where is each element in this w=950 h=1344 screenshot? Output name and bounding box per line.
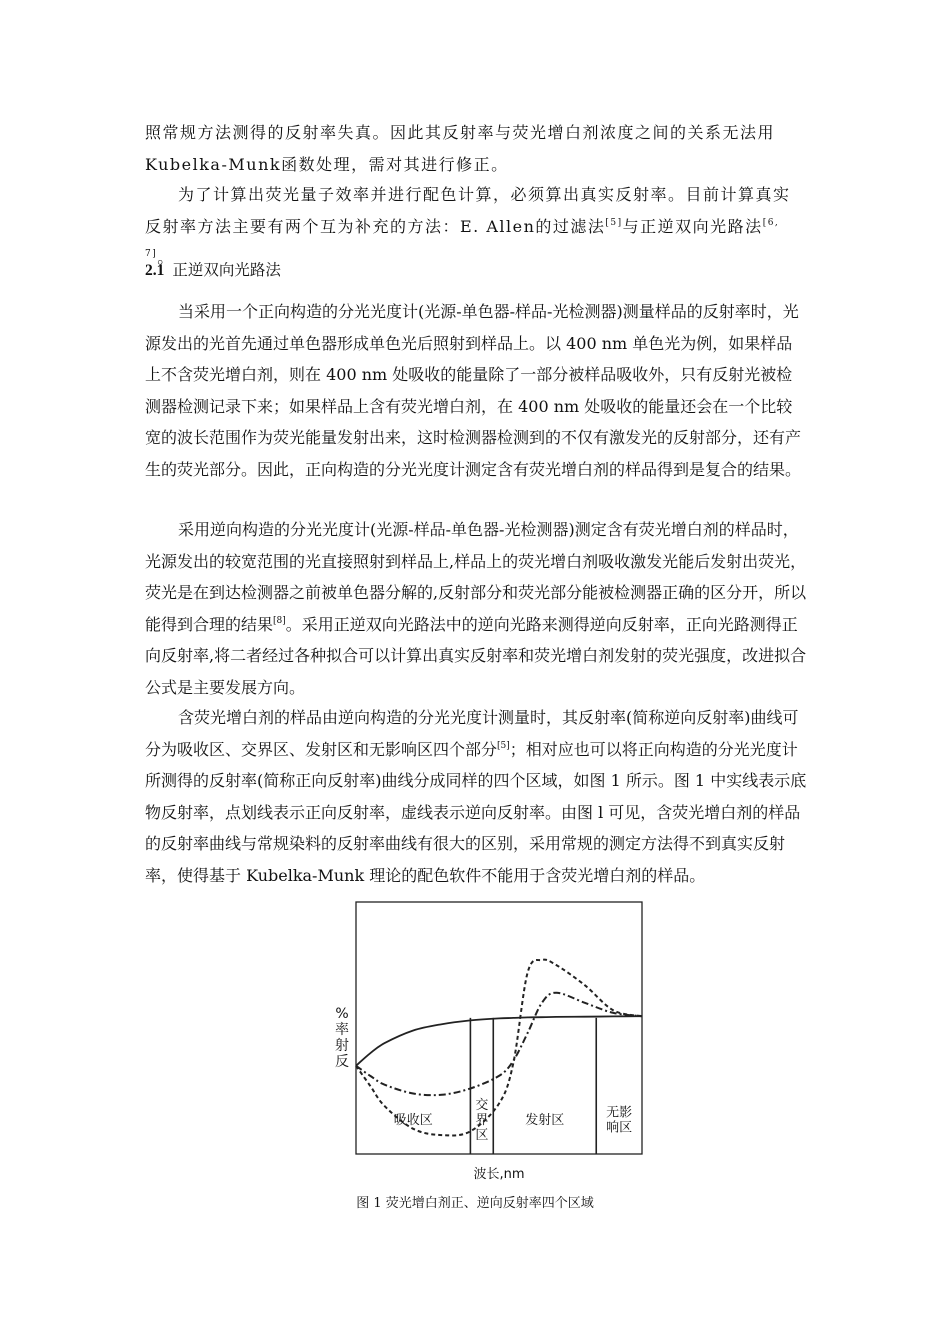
paragraph-1-line-2: Kubelka-Munk函数处理，需对其进行修正。 xyxy=(145,154,509,174)
zone-label: 无影 xyxy=(606,1105,633,1121)
series-line-solid xyxy=(356,1016,642,1066)
y-axis-label-char: % xyxy=(335,1006,349,1022)
paragraph-5-end: ；相对应也可以将正向构造的分光光度计所测得的反射率(简称正向反射率)曲线分成同样的四个区域，如图 1 所示。图 1 中实线表示底物反射率，点划线表示正向反射率，虚线表示逆向反射率。由图 l 可见，含荧光增白剂的样品的反射率曲线与常规染料的反射率曲线有很大的区别，采用常规的测定方法得不到真实反射率，使得基于 Kubelka-Munk 理论的配色软件不能用于含荧光增白剂的样品。 xyxy=(145,739,807,885)
section-heading xyxy=(145,258,281,280)
reflectance-chart xyxy=(330,896,660,1186)
section-number: 2.1 xyxy=(145,262,165,279)
zone-label: 界 xyxy=(475,1113,489,1128)
paragraph-1 xyxy=(145,117,807,180)
figure-1 xyxy=(330,896,660,1186)
paragraph-5 xyxy=(145,702,807,892)
citation: [8] xyxy=(273,615,286,626)
paragraph-5-text: 含荧光增白剂的样品由逆向构造的分光光度计测量时，其反射率(简称逆向反射率)曲线可分为吸收区、交界区、发射区和无影响区四个部分 xyxy=(145,708,799,759)
zone-label: 交 xyxy=(475,1098,489,1113)
y-axis-label-char: 反 xyxy=(335,1054,349,1070)
paragraph-1-line-1: 照常规方法测得的反射率失真。因此其反射率与荧光增白剂浓度之间的关系无法用 xyxy=(145,123,776,142)
zone-label: 区 xyxy=(475,1128,489,1143)
zone-label: 响区 xyxy=(606,1120,633,1136)
figure-caption: 图 1 荧光增白剂正、逆向反射率四个区域 xyxy=(356,1196,594,1211)
x-axis-label: 波长,nm xyxy=(473,1167,525,1182)
paragraph-2-end: 。 xyxy=(157,248,175,268)
paragraph-2-text: 为了计算出荧光量子效率并进行配色计算，必须算出真实反射率。目前计算真实反射率方法主要有两个互为补充的方法：E. Allen的过滤法 xyxy=(145,185,791,236)
y-axis-label-char: 率 xyxy=(335,1022,349,1038)
citation: [5] xyxy=(497,740,510,751)
citation: [5] xyxy=(605,217,623,228)
paragraph-4-end: 。采用正逆双向光路法中的逆向光路来测得逆向反射率，正向光路测得正向反射率,将二者经过各种拟合可以计算出真实反射率和荧光增白剂发射的荧光强度，改进拟合公式是主要发展方向。 xyxy=(145,614,807,697)
section-title: 正逆双向光路法 xyxy=(172,261,281,279)
zone-label: 发射区 xyxy=(525,1113,565,1128)
paragraph-3: 当采用一个正向构造的分光光度计(光源-单色器-样品-光检测器)测量样品的反射率时，光源发出的光首先通过单色器形成单色光后照射到样品上。以 400 nm 单色光为例，如果样品上不含荧光增白剂，则在 400 nm 处吸收的能量除了一部分被样品吸收外，只有反射光被检测器检测记录下来；如果样品上含有荧光增白剂，在 400 nm 处吸收的能量还会在一个比较宽的波长范围作为荧光能量发射出来，这时检测器检测到的不仅有激发光的反射部分，还有产生的荧光部分。因此，正向构造的分光光度计测定含有荧光增白剂的样品得到是复合的结果。 xyxy=(145,302,802,479)
paragraph-4 xyxy=(145,514,807,704)
zone-label: 吸收区 xyxy=(393,1113,433,1128)
citation: [6, 7] xyxy=(145,217,780,260)
y-axis-label-char: 射 xyxy=(335,1038,349,1054)
series-line-dash-dot xyxy=(356,993,642,1095)
paragraph-4-text: 采用逆向构造的分光光度计(光源-样品-单色器-光检测器)测定含有荧光增白剂的样品时，光源发出的较宽范围的光直接照射到样品上,样品上的荧光增白剂吸收激发光能后发射出荧光，荧光是在到达检测器之前被单色器分解的,反射部分和荧光部分能被检测器正确的区分开，所以能得到合理的结果 xyxy=(145,520,807,634)
paragraph-2-mid: 与正逆双向光路法 xyxy=(622,216,763,236)
series-line-dashed xyxy=(356,960,642,1136)
